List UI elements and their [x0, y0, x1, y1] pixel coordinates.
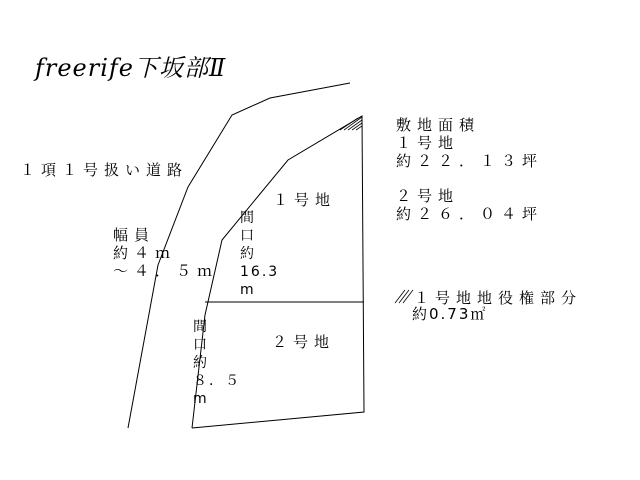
easement-area: 約0.73㎡: [412, 305, 488, 323]
road-width-label: [113, 226, 218, 280]
road-width-line-1: 幅員: [113, 226, 156, 244]
site-area-block: [396, 116, 543, 170]
lot2-frontage-line-1: 間: [193, 319, 209, 335]
lot1-frontage: [240, 209, 279, 299]
site-area-lot2-block: [396, 187, 543, 223]
site-area-lot1-value: 約２２．１３坪: [396, 152, 544, 170]
lot1-frontage-line-2: 口: [240, 228, 256, 244]
easement-legend-hatch-icon: [395, 290, 413, 303]
site-area-lot2-name: ２号地: [396, 187, 460, 205]
lot2-frontage-line-3: 約: [193, 355, 209, 371]
road-width-line-2: 約４ｍ: [113, 244, 177, 262]
lot2-frontage-line-4: ８．５: [193, 373, 241, 389]
site-area-lot1-name: １号地: [396, 134, 460, 152]
lot1-label: １号地: [273, 191, 337, 209]
site-area-lot2-value: 約２６．０４坪: [396, 205, 544, 223]
site-area-heading: 敷地面積: [396, 116, 481, 134]
lot2-frontage-line-5: m: [193, 391, 209, 407]
lot2-frontage: [193, 318, 241, 408]
easement-hatch-area: [340, 117, 362, 130]
easement-label: １号地地役権部分: [414, 289, 583, 307]
lot2-label: ２号地: [272, 333, 336, 351]
lot1-frontage-line-3: 約: [240, 246, 256, 262]
lot1-frontage-line-5: m: [240, 282, 256, 298]
lot2-frontage-line-2: 口: [193, 337, 209, 353]
lot1-frontage-line-4: 16.3: [240, 264, 280, 280]
lot1-frontage-line-1: 間: [240, 210, 256, 226]
road-label: １項１号扱い道路: [20, 161, 189, 179]
plan-title: freerife下坂部Ⅱ: [35, 54, 227, 82]
road-width-line-3: ～４．５ｍ: [113, 262, 219, 280]
